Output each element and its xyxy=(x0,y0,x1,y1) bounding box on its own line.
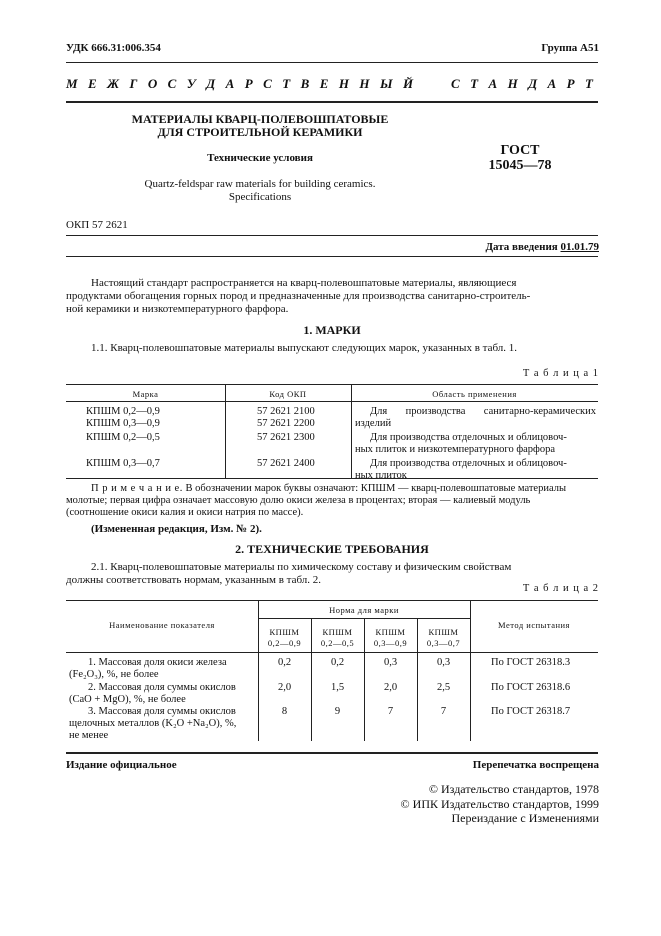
table1-code: 57 2621 2200 xyxy=(257,418,315,429)
table1-area: ных плиток и низкотемпературного фарфора xyxy=(355,444,555,455)
table1-top-rule xyxy=(66,384,598,385)
table1-bottom-rule xyxy=(66,478,598,479)
copyright-1978: © Издательство стандартов, 1978 xyxy=(428,782,599,796)
section1-title: 1. МАРКИ xyxy=(303,323,361,337)
date-rule xyxy=(66,256,598,257)
section2-title: 2. ТЕХНИЧЕСКИЕ ТРЕБОВАНИЯ xyxy=(235,542,429,556)
banner-rule xyxy=(66,101,598,103)
doc-subtitle: Технические условия xyxy=(207,152,313,164)
table1-mark: КПШМ 0,3—0,9 xyxy=(86,418,160,429)
table1-code: 57 2621 2400 xyxy=(257,458,315,469)
table1-mark: КПШМ 0,2—0,5 xyxy=(86,432,160,443)
table2-indicator: щелочных металлов (K₂O +Na₂O), %, xyxy=(69,718,237,729)
table2-value: 8 xyxy=(281,706,288,717)
table2-value: 2,5 xyxy=(436,682,451,693)
english-title-line2: Specifications xyxy=(228,191,292,203)
table2-value: 9 xyxy=(334,706,341,717)
table1-header-okp: Код ОКП xyxy=(269,389,307,399)
table2-indicator: 2. Массовая доля суммы окислов xyxy=(88,682,236,693)
doc-title-line1: МАТЕРИАЛЫ КВАРЦ-ПОЛЕВОШПАТОВЫЕ xyxy=(131,112,389,126)
section2-p21-line2: должны соответствовать нормам, указанным в табл. 2. xyxy=(66,574,322,586)
table1-note-line1 xyxy=(91,483,566,494)
note-label: П р и м е ч а н и е. xyxy=(91,483,183,494)
english-title-line1: Quartz-feldspar raw materials for building ceramics. xyxy=(144,178,376,190)
table1-caption: Т а б л и ц а 1 xyxy=(522,368,599,379)
table2-indicator: (Fe₂O₃), %, не более xyxy=(69,669,159,680)
table2-method: По ГОСТ 26318.3 xyxy=(491,657,571,668)
table1-code: 57 2621 2100 xyxy=(257,406,315,417)
udk-code: УДК 666.31:006.354 xyxy=(66,42,161,54)
table1-note-line2: молотые; первая цифра означает массовую долю окиси железа в процентах; вторая — калиевый модуль xyxy=(66,495,531,506)
intro-date-label: Дата введения xyxy=(485,241,558,253)
okp-code: ОКП 57 2621 xyxy=(66,219,128,231)
table1-mark: КПШМ 0,3—0,7 xyxy=(86,458,160,469)
intro-date-value: 01.01.79 xyxy=(560,241,599,253)
table2-value: 2,0 xyxy=(277,682,292,693)
table1-area: ных плиток xyxy=(355,470,407,481)
doc-title-line2: ДЛЯ СТРОИТЕЛЬНОЙ КЕРАМИКИ xyxy=(157,125,363,139)
copyright-1999: © ИПК Издательство стандартов, 1999 xyxy=(400,797,599,811)
table2-value: 1,5 xyxy=(330,682,345,693)
table2-header-rule xyxy=(66,652,598,653)
note-text: В обозначении марок буквы означают: КПШМ — кварц-полевошпатовые материалы xyxy=(185,483,567,494)
header-rule xyxy=(66,62,598,63)
table2-mark-name: КПШМ xyxy=(269,627,300,637)
table1-mark: КПШМ 0,2—0,9 xyxy=(86,406,160,417)
intro-line2: продуктами обогащения горных пород и предназначенные для производства санитарно-строитель- xyxy=(66,290,531,302)
table2-value: 0,2 xyxy=(277,657,292,668)
table2-indicator: 1. Массовая доля окиси железа xyxy=(88,657,227,668)
table1-note-line3: (соотношение окиси калия и окиси натрия по массе). xyxy=(66,507,304,518)
table1-area: Для производства отделочных и облицовоч- xyxy=(370,432,567,443)
table2-mark-name: КПШМ xyxy=(322,627,353,637)
table2-mark-name: КПШМ xyxy=(428,627,459,637)
table2-value: 2,0 xyxy=(383,682,398,693)
table2-mark-range: 0,3—0,7 xyxy=(426,638,461,648)
title-rule xyxy=(66,235,598,236)
table2-col-divider xyxy=(258,600,259,741)
official-edition: Издание официальное xyxy=(66,759,177,771)
table2-header-name: Наименование показателя xyxy=(109,620,215,630)
table1-area: изделий xyxy=(355,418,392,429)
section2-p21-line1: 2.1. Кварц-полевошпатовые материалы по химическому составу и физическим свойствам xyxy=(91,561,512,573)
table1-header-mark: Марка xyxy=(132,389,159,399)
table2-mark-range: 0,2—0,9 xyxy=(267,638,302,648)
table2-method: По ГОСТ 26318.7 xyxy=(491,706,571,717)
section1-p11: 1.1. Кварц-полевошпатовые материалы выпускают следующих марок, указанных в табл. 1. xyxy=(91,342,518,354)
table2-caption: Т а б л и ц а 2 xyxy=(522,583,599,594)
table2-value: 7 xyxy=(387,706,394,717)
table2-value: 0,2 xyxy=(330,657,345,668)
table1-area: Для производства санитарно-керамических xyxy=(370,406,596,417)
footer-rule xyxy=(66,752,598,754)
reprint-prohibited: Перепечатка воспрещена xyxy=(472,759,599,771)
table2-top-rule xyxy=(66,600,598,601)
table2-method: По ГОСТ 26318.6 xyxy=(491,682,571,693)
table2-value: 0,3 xyxy=(383,657,398,668)
table2-indicator: 3. Массовая доля суммы окислов xyxy=(88,706,236,717)
table1-header-area: Область применения xyxy=(432,389,517,399)
table1-header-rule xyxy=(66,401,598,402)
gost-label: ГОСТ xyxy=(500,143,540,158)
table2-value: 7 xyxy=(440,706,447,717)
table2-mark-name: КПШМ xyxy=(375,627,406,637)
intro-date xyxy=(485,241,599,253)
intro-line1: Настоящий стандарт распространяется на кварц-полевошпатовые материалы, являющиеся xyxy=(91,277,517,289)
table2-indicator: (CaO + MgO), %, не более xyxy=(69,694,186,705)
table2-indicator: не менее xyxy=(69,730,109,741)
table2-value: 0,3 xyxy=(436,657,451,668)
table2-mark-range: 0,3—0,9 xyxy=(373,638,408,648)
amendment-note: (Измененная редакция, Изм. № 2). xyxy=(91,523,262,535)
table2-header-norm: Норма для марки xyxy=(329,605,399,615)
gost-number: 15045—78 xyxy=(488,158,552,173)
standard-banner: М Е Ж Г О С У Д А Р С Т В Е Н Н Ы Й С Т А Н Д А Р Т xyxy=(66,76,597,91)
table1-area: Для производства отделочных и облицовоч- xyxy=(370,458,567,469)
intro-line3: ной керамики и низкотемпературного фарфора. xyxy=(66,303,289,315)
group-code: Группа А51 xyxy=(541,42,599,54)
table2-header-method: Метод испытания xyxy=(498,620,570,630)
table2-mark-range: 0,2—0,5 xyxy=(320,638,355,648)
reissue-note: Переиздание с Изменениями xyxy=(451,811,599,825)
table1-code: 57 2621 2300 xyxy=(257,432,315,443)
